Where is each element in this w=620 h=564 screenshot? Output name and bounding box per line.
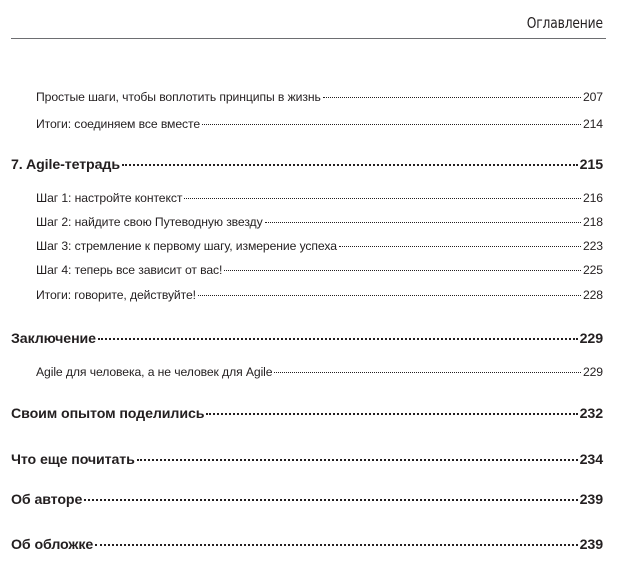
toc-entry-label: Шаг 1: настройте контекст [36,191,183,205]
toc-entry-label: Шаг 2: найдите свою Путеводную звезду [36,215,263,229]
dot-leader [95,544,577,546]
toc-chapter-page: 239 [579,537,603,553]
toc-chapter-label: Об авторе [11,492,83,508]
toc-entry-page: 216 [582,191,603,205]
toc-entry-agile-for-people[interactable] [36,365,603,379]
toc-entry-page: 214 [582,117,603,131]
toc-chapter-page: 215 [579,157,603,173]
toc-entry-step-3[interactable] [36,239,603,253]
toc-entry-step-2[interactable] [36,215,603,229]
toc-chapter-label: Заключение [11,331,96,347]
toc-entry-label: Agile для человека, а не человек для Agile [36,365,273,379]
toc-entry-step-4[interactable] [36,263,603,277]
dot-leader [202,124,581,125]
toc-entry-label: Итоги: соединяем все вместе [36,117,201,131]
dot-leader [184,198,581,199]
dot-leader [122,164,578,166]
dot-leader [198,295,581,296]
header-divider [11,38,606,39]
toc-entry-page: 223 [582,239,603,253]
toc-entry-label: Итоги: говорите, действуйте! [36,288,196,302]
toc-chapter-label: Своим опытом поделились [11,406,205,422]
toc-further-reading[interactable] [11,452,603,468]
toc-chapter-7[interactable] [11,157,603,173]
toc-entry-summary-act[interactable] [36,288,603,302]
toc-about-cover[interactable] [11,537,603,553]
dot-leader [137,459,578,461]
dot-leader [206,413,577,415]
dot-leader [323,97,581,98]
dot-leader [274,372,580,373]
toc-entry-step-1[interactable] [36,191,603,205]
dot-leader [339,246,581,247]
dot-leader [98,338,578,340]
toc-chapter-label: Что еще почитать [11,452,135,468]
dot-leader [84,499,577,501]
toc-about-author[interactable] [11,492,603,508]
toc-entry-page: 228 [582,288,603,302]
toc-chapter-page: 232 [579,406,603,422]
toc-conclusion[interactable] [11,331,603,347]
toc-entry-page: 225 [582,263,603,277]
toc-chapter-page: 234 [579,452,603,468]
toc-entry-summary-combine[interactable] [36,117,603,131]
toc-entry-page: 229 [582,365,603,379]
toc-entry-label: Простые шаги, чтобы воплотить принципы в жизнь [36,90,321,104]
toc-entry-page: 207 [582,90,603,104]
toc-entry-practical-steps[interactable] [36,90,603,104]
dot-leader [265,222,581,223]
toc-entry-label: Шаг 4: теперь все зависит от вас! [36,263,223,277]
toc-entry-label: Шаг 3: стремление к первому шагу, измерение успеха [36,239,337,253]
dot-leader [224,270,581,271]
toc-chapter-page: 239 [579,492,603,508]
toc-entry-page: 218 [582,215,603,229]
toc-shared-experience[interactable] [11,406,603,422]
toc-chapter-page: 229 [579,331,603,347]
running-header-title: Оглавление [526,14,603,32]
toc-chapter-label: 7. Agile-тетрадь [11,157,120,173]
toc-chapter-label: Об обложке [11,537,94,553]
